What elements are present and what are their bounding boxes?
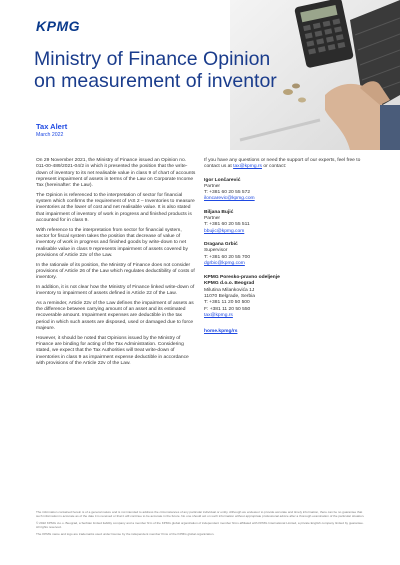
- paragraph: The Opinion is referenced to the interpretation of sector for financial system which confirms the requirement of IAS 2 – Inventories to measure inventories at the lower of cost and net realisable value. It is also stated that impairment of inventory of work in progress and finished products is accounted for in class 9.: [36, 192, 195, 224]
- office-address: [204, 275, 364, 319]
- paragraph: As a reminder, Article 22v of the Law defines the impairment of assets as the difference between carrying amount of an asset and its estimated recoverable amount. Impairment expenses are deductible in the tax period in which such assets are disposed, used or damaged due to force majeure.: [36, 300, 194, 332]
- contact-email-link[interactable]: dgrbic@kpmg.com: [204, 260, 245, 266]
- office-fax: F: +381 11 20 50 550: [204, 306, 251, 312]
- paragraph: With reference to the interpretation from sector for financial system, sector for fiscal system takes the position that decrease of value of inventory of work in progress and finished goods by write-down to net realisable value in class 9 represents impairment of assets covered by provisions of Article 22v of the Law.: [36, 227, 188, 258]
- paragraph: On 29 November 2021, the Ministry of Finance issued an Opinion no. 011-00-489/2021-04/2 in which it presented the position that the write-down of inventory to its net realisable value in class 9 of chart of accounts represent impairment of assets in terms of the Law on Corporate Income Tax (hereinafter: the Law).: [36, 158, 196, 189]
- legal-footer: [36, 510, 366, 538]
- page-title: [34, 48, 294, 92]
- contact-intro: [204, 158, 364, 171]
- contact-card: [204, 242, 364, 267]
- office-city: 11070 Belgrade, Serbia: [204, 294, 256, 300]
- contact-sidebar: [204, 158, 364, 336]
- contact-phone: T: +381 60 20 55 511: [204, 222, 250, 228]
- paragraph: In the rationale of its position, the Ministry of Finance does not consider provisions of Article 26 of the Law which regulates deductibility of costs of inventory.: [36, 262, 195, 281]
- contact-name: Igor Lončarević: [204, 177, 241, 183]
- office-company: KPMG d.o.o. Beograd: [204, 281, 255, 287]
- contact-email-link[interactable]: bbujic@kpmg.com: [204, 228, 245, 234]
- office-email-link[interactable]: tax@kpmg.rs: [204, 312, 233, 318]
- office-street: Milutina Milankovića 1J: [204, 287, 255, 293]
- contact-role: Partner: [204, 216, 221, 222]
- alert-date: March 2022: [36, 132, 64, 138]
- contact-intro-text: If you have any questions or need the support of our experts, feel free to contact us at: [204, 158, 361, 170]
- title-line-2: on measurement of inventor: [34, 70, 277, 92]
- alert-title: Tax Alert: [36, 122, 68, 131]
- contact-card: [204, 178, 364, 203]
- contact-name: Biljana Bujić: [204, 209, 234, 215]
- intro-email-link[interactable]: tax@kpmg.rs: [233, 164, 262, 170]
- or-contact-text: or contact:: [263, 164, 287, 170]
- article-body: [36, 158, 196, 371]
- copyright-text: © 2022 KPMG d.o.o. Beograd, a Serbian limited liability company and a member firm of the KPMG global organization of independent member firms affiliated with KPMG International Limited, a private English company limited by guarantee. All rights reserved.: [36, 520, 364, 529]
- paragraph: However, it should be noted that Opinions issued by the Ministry of Finance are binding for acting of the Tax Administration. Considering stated, we expect that the Tax Authorities will treat write-down of inventories in class 9 as impairment expense deductible in accordance with provisions of the Article 22v of the Law.: [36, 335, 189, 366]
- contact-role: Supervisor: [204, 248, 228, 254]
- kpmg-logo: KPMG: [36, 18, 80, 34]
- contact-email-link[interactable]: iloncarevic@kpmg.com: [204, 196, 255, 202]
- office-phone: T: +381 11 20 50 500: [204, 300, 250, 306]
- contact-phone: T: +381 60 20 55 572: [204, 190, 251, 196]
- homepage-link[interactable]: home.kpmg/rs: [204, 329, 238, 335]
- title-line-1: Ministry of Finance Opinion: [34, 48, 271, 70]
- office-department: KPMG Poresko-pravno odeljenje: [204, 275, 280, 281]
- contact-role: Partner: [204, 183, 221, 189]
- contact-phone: T: +381 60 20 55 700: [204, 254, 251, 260]
- contact-card: [204, 210, 364, 235]
- trademark-text: The KPMG name and logo are trademarks used under license by the independent member firms of the KPMG global organization.: [36, 531, 215, 536]
- paragraph: In addition, it is not clear how the Ministry of Finance linked write-down of inventory to impairment of assets defined in Article 22 of the Law.: [36, 284, 195, 297]
- contact-name: Dragana Grbić: [204, 241, 238, 247]
- disclaimer-text: The information contained herein is of a general nature and is not intended to address the circumstances of any particular individual or entity. Although we endeavor to provide accurate and timely information, there can be no guarantee that such information is accurate as of the date it is received or that it will continue to be accurate in the future. No one should act on such information without appropriate professional advice after a thorough examination of the particular situation.: [36, 510, 365, 519]
